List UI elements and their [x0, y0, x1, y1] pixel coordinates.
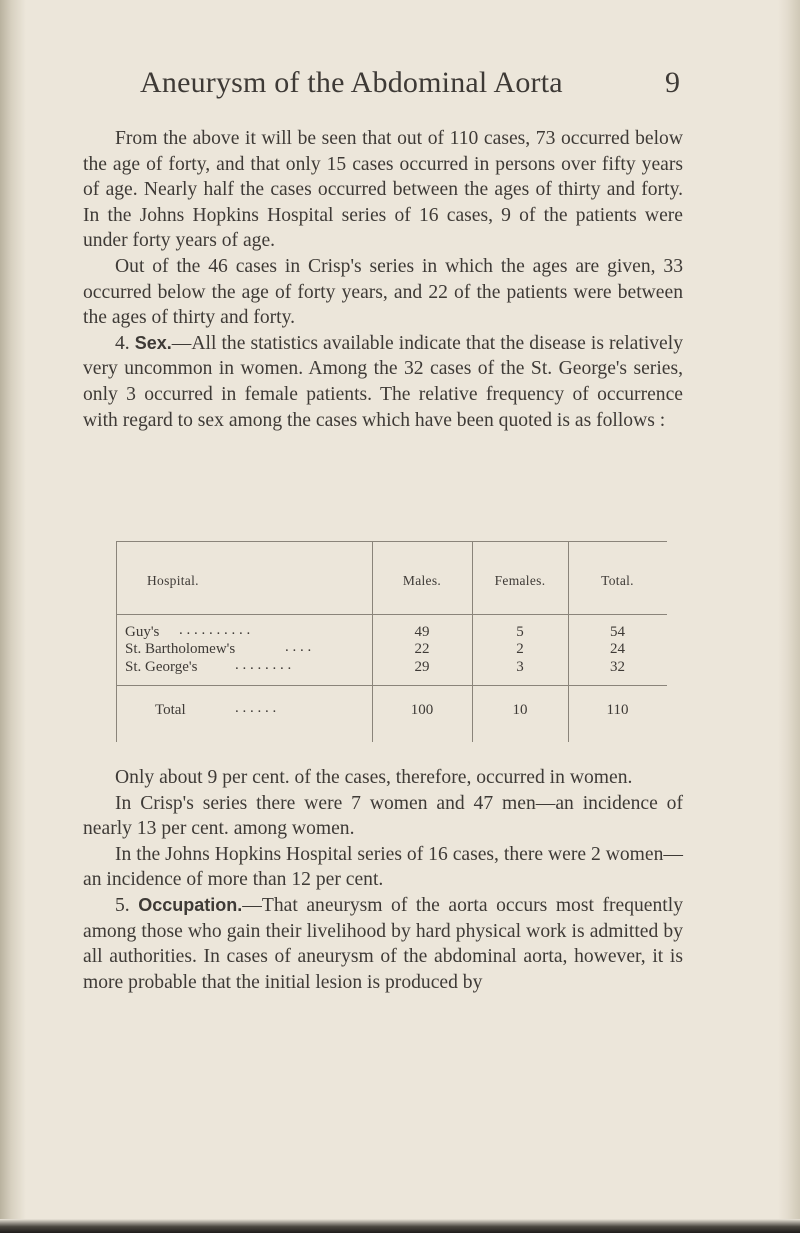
section-heading-occupation: Occupation.	[138, 894, 243, 915]
table-cell-females: 3	[516, 659, 524, 675]
table-cell-hospital: St. George's	[125, 659, 198, 675]
table-cell-males: 49	[414, 624, 430, 640]
table-cell-males-total: 100	[410, 702, 434, 718]
section-number: 4.	[115, 332, 130, 354]
table-cell-total: 54	[610, 624, 625, 640]
paragraph-occupation	[83, 893, 683, 995]
section-text-sex: —All the statistics available indicate that the disease is relatively very uncommon in women. Among the 32 cases of the St. George's series, only 3 occurred in female patients. The relative frequency of occurrence with regard to sex among the cases which have been quoted is as follows :	[83, 332, 683, 431]
paragraph-women-percent: Only about 9 per cent. of the cases, therefore, occurred in women.	[115, 767, 633, 788]
table-header-rule	[117, 614, 667, 615]
table-cell-hospital: Guy's	[125, 624, 160, 640]
page-edge-shadow	[778, 0, 800, 1233]
table-header-total: Total.	[601, 573, 634, 588]
section-number: 5.	[115, 894, 130, 916]
table-cell-females-total: 10	[512, 702, 528, 718]
paragraph-crisp-ages: Out of the 46 cases in Crisp's series in which the ages are given, 33 occurred below the age of forty years, and 22 of the patients were between the ages of thirty and forty.	[83, 255, 683, 329]
table-cell-leader-dots: . . . . . . . . . .	[179, 622, 251, 638]
table-cell-leader-dots: . . . . . . . .	[235, 657, 292, 673]
section-text-occupation: —That aneurysm of the aorta occurs most frequently among those who gain their livelihood by hard physical work is admitted by all authorities. In cases of aneurysm of the abdominal aorta, however, it is more probable that the initial lesion is produced by	[83, 894, 683, 993]
table-total-rule	[117, 685, 667, 686]
page-bottom-edge	[0, 1219, 800, 1233]
page-number: 9	[665, 66, 680, 99]
paragraph-age-statistics: From the above it will be seen that out of 110 cases, 73 occurred below the age of forty, and that only 15 cases occurred in persons over fifty years of age. Nearly half the cases occurred between the ages of thirty and forty. In the Johns Hopkins Hospital series of 16 cases, 9 of the patients were under forty years of age.	[83, 128, 683, 252]
table-header-hospital: Hospital.	[147, 573, 199, 588]
table-cell-total-label: Total	[155, 702, 186, 718]
table-cell-males: 29	[414, 659, 430, 675]
section-heading-sex: Sex.	[134, 332, 172, 353]
paragraph-johns-hopkins-sex: In the Johns Hopkins Hospital series of 16 cases, there were 2 women—an incidence of more than 12 per cent.	[83, 843, 683, 891]
sex-frequency-table	[116, 541, 667, 742]
table-cell-males: 22	[414, 641, 430, 657]
table-cell-females: 2	[516, 641, 524, 657]
table-cell-hospital: St. Bartholomew's	[125, 641, 236, 657]
paragraph-sex	[83, 331, 683, 433]
body-text-bottom	[83, 765, 683, 995]
table-cell-leader-dots: . . . . . .	[235, 700, 277, 716]
page-gutter-shadow	[0, 0, 26, 1233]
running-header	[140, 66, 680, 106]
running-title: Aneurysm of the Abdominal Aorta	[140, 66, 563, 99]
table-cell-grand-total: 110	[606, 702, 629, 718]
table-header-females: Females.	[494, 573, 546, 588]
paragraph-crisp-sex: In Crisp's series there were 7 women and 47 men—an incidence of nearly 13 per cent. among women.	[83, 792, 683, 840]
table-cell-females: 5	[516, 624, 524, 640]
table-cell-total: 24	[610, 641, 625, 657]
table-header-males: Males.	[402, 573, 442, 588]
table-cell-leader-dots: . . . .	[285, 639, 312, 655]
body-text-top	[83, 126, 683, 433]
table-cell-total: 32	[610, 659, 625, 675]
